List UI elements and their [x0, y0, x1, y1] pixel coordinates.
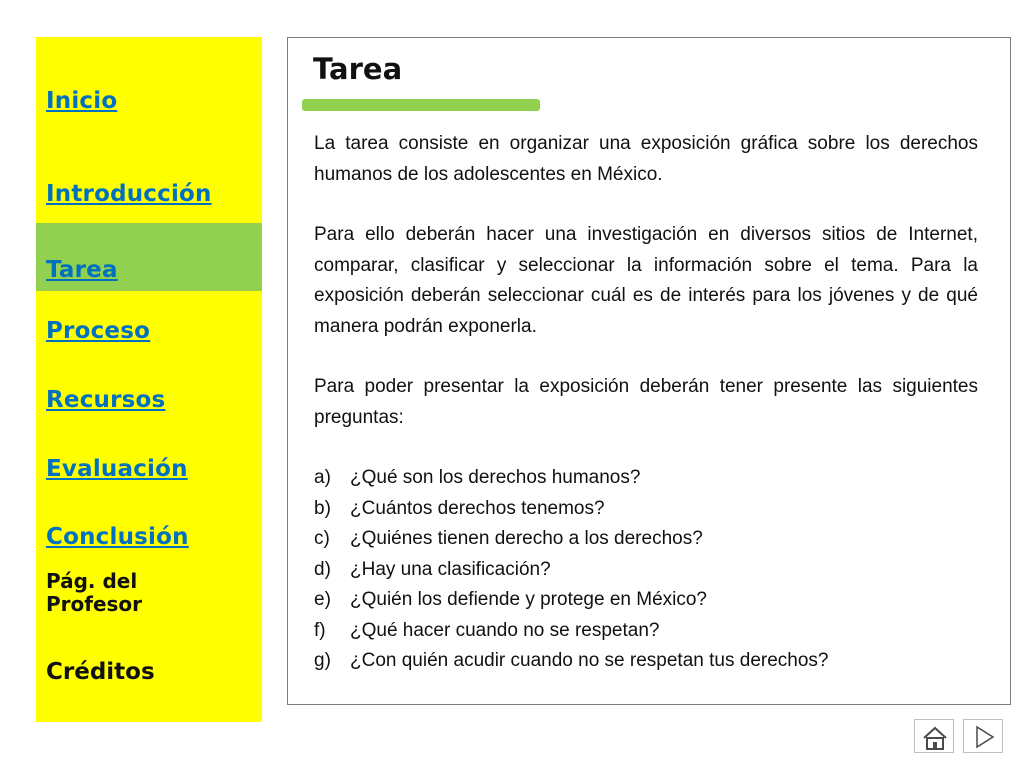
question-marker: c) — [314, 528, 330, 549]
nav-pagina-profesor[interactable]: Pág. del Profesor — [46, 569, 143, 616]
question-text: ¿Qué son los derechos humanos? — [350, 467, 641, 488]
paragraph-intro: La tarea consiste en organizar una exposición gráfica sobre los derechos humanos de los adolescentes en México. — [314, 133, 978, 185]
question-marker: b) — [314, 497, 331, 519]
nav-link-conclusion[interactable]: Conclusión — [46, 524, 189, 550]
question-marker: f) — [314, 619, 326, 641]
question-marker: a) — [314, 467, 331, 488]
questions-list — [314, 463, 978, 677]
sidebar-nav — [36, 37, 262, 722]
question-marker: e) — [314, 589, 331, 610]
paragraph-questions-lead: Para poder presentar la exposición deberán tener presente las siguientes preguntas: — [314, 376, 978, 428]
nav-link-inicio[interactable]: Inicio — [46, 88, 118, 114]
question-text: ¿Hay una clasificación? — [350, 558, 551, 580]
title-underline — [302, 99, 540, 111]
nav-link-introduccion[interactable]: Introducción — [46, 181, 212, 207]
next-button[interactable] — [963, 719, 1003, 753]
question-item — [314, 555, 978, 586]
question-item — [314, 494, 978, 525]
paragraph-research: Para ello deberán hacer una investigación en diversos sitios de Internet, comparar, clasificar y seleccionar la información sobre el tema. Para la exposición deberán seleccionar cuál es de interés para los jóvenes y de qué manera podrán exponerla. — [314, 224, 978, 337]
question-text: ¿Con quién acudir cuando no se respetan tus derechos? — [350, 650, 829, 671]
nav-link-proceso[interactable]: Proceso — [46, 318, 151, 344]
question-text: ¿Quién los defiende y protege en México? — [350, 589, 707, 610]
question-item — [314, 616, 978, 647]
content-panel — [287, 37, 1011, 705]
question-text: ¿Qué hacer cuando no se respetan? — [350, 619, 660, 641]
home-icon — [915, 720, 955, 754]
task-description — [314, 129, 978, 677]
nav-link-evaluacion[interactable]: Evaluación — [46, 456, 188, 482]
question-item — [314, 463, 978, 494]
question-text: ¿Cuántos derechos tenemos? — [350, 497, 605, 519]
page-title: Tarea — [313, 52, 403, 86]
home-button[interactable] — [914, 719, 954, 753]
nav-link-recursos[interactable]: Recursos — [46, 387, 166, 413]
nav-link-tarea[interactable]: Tarea — [46, 257, 118, 283]
question-item — [314, 646, 978, 677]
question-marker: d) — [314, 558, 331, 580]
question-item — [314, 524, 978, 555]
nav-creditos[interactable]: Créditos — [46, 659, 155, 685]
question-item — [314, 585, 978, 616]
question-marker: g) — [314, 650, 331, 671]
question-text: ¿Quiénes tienen derecho a los derechos? — [350, 528, 703, 549]
play-next-icon — [964, 720, 1004, 754]
